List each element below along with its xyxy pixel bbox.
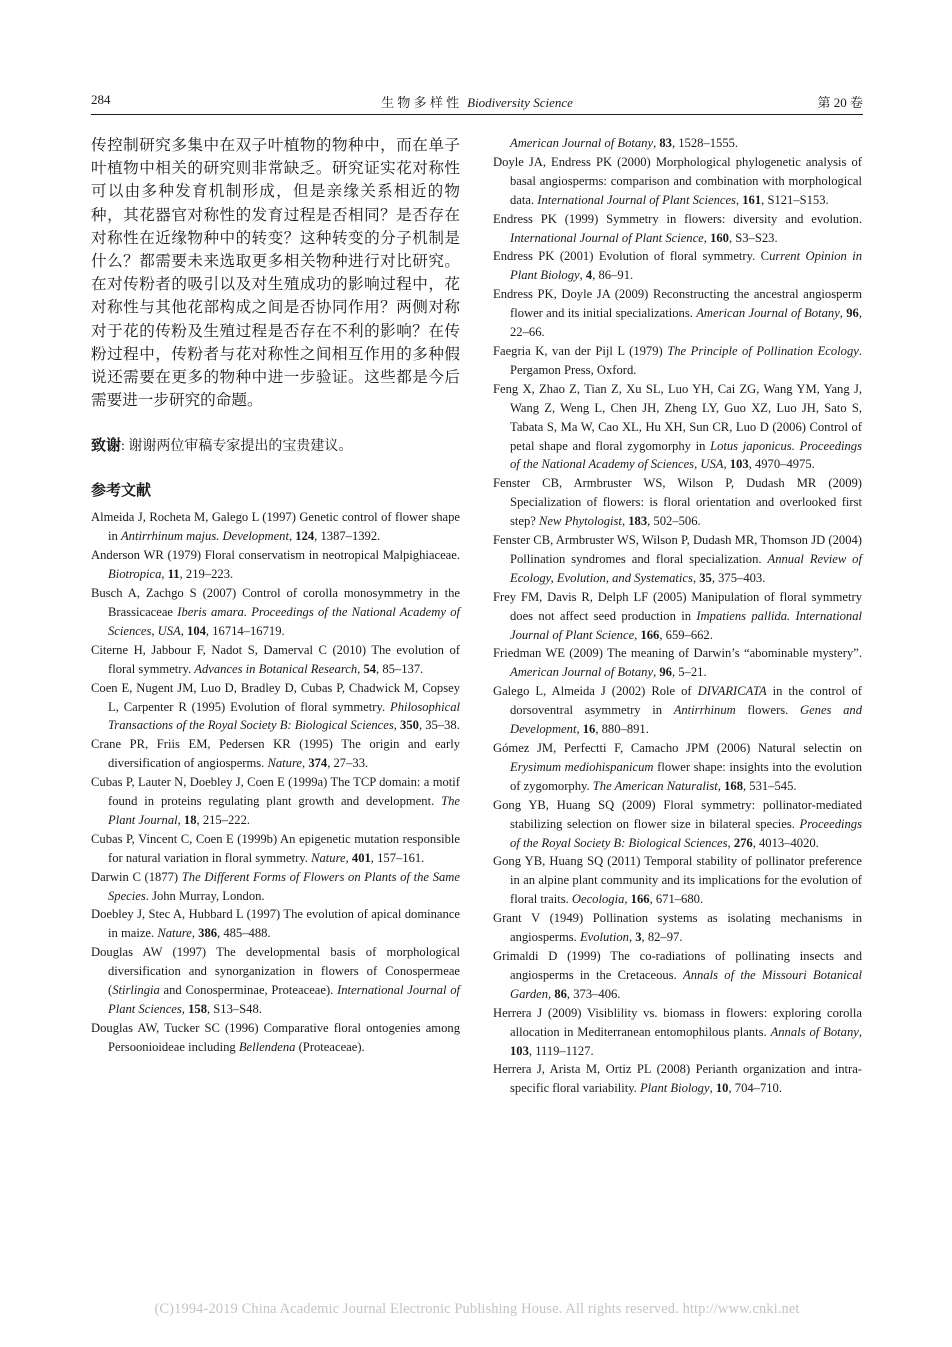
reference-italic: Nature (267, 756, 303, 771)
reference-volume: 10 (715, 1081, 729, 1096)
reference-list-right (493, 153, 862, 1098)
reference-italic: International Journal of Plant Sciences (108, 983, 461, 1016)
reference-italic: International Journal of Plant Science (510, 230, 704, 245)
body-paragraph: 传控制研究多集中在双子叶植物的物种中，而在单子叶植物中相关的研究则非常缺乏。研究证实花对称性可以由多种发育机制形成，但是亲缘关系相近的物种，其花器官对称性的发育过程是否相同？是否存在对称性在近缘物种中的转变？这种转变的分子机制是什么？都需要未来选取更多相关物种进行对比研究。在对传粉者的吸引以及对生殖成功的影响过程中，花对称性与其他花部构成之间是否协同作用？两侧对称对于花的传粉及生殖过程是否存在不利的影响？在传粉过程中，传粉者与花对称性之间相互作用的多种假说还需要在更多的物种中进一步验证。这些都是今后需要进一步研究的命题。 (91, 137, 460, 410)
reference-volume: 83 (659, 136, 672, 150)
reference-italic: Oecologia (571, 892, 625, 907)
references-heading: 参考文献 (91, 483, 152, 500)
reference-volume: 374 (308, 756, 328, 771)
reference-italic: The American Naturalist (592, 778, 718, 793)
acknowledgment-label: 致谢 (91, 438, 122, 455)
reference-volume: 96 (846, 306, 859, 321)
reference-entry: Doyle JA, Endress PK (2000) Morphological phylogenetic analysis of basal angiosperms: comparison and combination with morphological data. International Journal of Plant Sciences, 161, S121–S153. (493, 154, 862, 207)
reference-italic: Plant Biology (639, 1081, 710, 1096)
reference-italic: Biotropica (108, 567, 162, 582)
reference-italic: Iberis amara. Proceedings of the National Academy of Sciences, USA (108, 604, 460, 638)
reference-italic: Nature (311, 850, 346, 865)
reference-volume: 104 (187, 623, 206, 638)
reference-italic: DIVARICATA (697, 684, 767, 699)
reference-italic: Erysimum mediohispanicum (510, 759, 654, 774)
reference-italic: Stirlingia (112, 983, 160, 998)
reference-volume: 183 (628, 514, 648, 529)
reference-entry: Coen E, Nugent JM, Luo D, Bradley D, Cubas P, Chadwick M, Copsey L, Carpenter R (1995) Evolution of floral symmetry. Philosophical Transactions of the Royal Society B: Biological Sciences, 350, 35–38. (91, 680, 460, 733)
reference-entry: Endress PK, Doyle JA (2009) Reconstructing the ancestral angiosperm flower and its initial specializations. American Journal of Botany, 96, 22–66. (493, 287, 862, 340)
reference-italic: Antirrhinum majus. Development (120, 529, 289, 544)
reference-italic: American Journal of Botany (510, 665, 654, 680)
reference-entry: Gong YB, Huang SQ (2009) Floral symmetry: pollinator-mediated stabilizing selection on flower size in bilateral species. Proceedings of the Royal Society B: Biological Sciences, 276, 4013–4020. (493, 797, 862, 850)
reference-italic: The Principle of Pollination Ecology (667, 343, 859, 358)
reference-italic: American Journal of Botany (696, 306, 840, 321)
reference-volume: 161 (742, 192, 762, 207)
reference-entry: Citerne H, Jabbour F, Nadot S, Damerval C (2010) The evolution of floral symmetry. Advances in Botanical Research, 54, 85–137. (91, 642, 460, 676)
reference-volume: 124 (295, 529, 315, 544)
reference-journal: American Journal of Botany (510, 136, 654, 150)
reference-entry: Faegria K, van der Pijl L (1979) The Principle of Pollination Ecology. Pergamon Press, Oxford. (493, 343, 862, 377)
reference-italic: Annual Review of Ecology, Evolution, and Systematics (510, 551, 862, 585)
reference-italic: Impatiens pallida. International Journal of Plant Science (510, 608, 862, 642)
reference-entry: Galego L, Almeida J (2002) Role of DIVARICATA in the control of dorsoventral asymmetry in Antirrhinum flowers. Genes and Development, 16, 880–891. (493, 684, 863, 737)
running-header (91, 86, 863, 115)
reference-entry: Endress PK (2001) Evolution of floral symmetry. Current Opinion in Plant Biology, 4, 86–91. (493, 249, 863, 283)
right-column (493, 134, 862, 1098)
reference-volume: 276 (733, 835, 753, 850)
reference-entry: Anderson WR (1979) Floral conservatism in neotropical Malpighiaceae. Biotropica, 11, 219–223. (91, 548, 460, 582)
reference-italic: Genes and Development (510, 703, 863, 737)
reference-volume: 386 (198, 926, 218, 941)
acknowledgment-text: : 谢谢两位审稿专家提出的宝贵建议。 (121, 439, 353, 455)
reference-volume: 4 (585, 268, 593, 283)
reference-continuation: American Journal of Botany, 83, 1528–1555. (510, 136, 739, 150)
reference-volume: 16 (582, 722, 596, 737)
reference-volume: 350 (400, 718, 419, 733)
reference-entry: Herrera J, Arista M, Ortiz PL (2008) Perianth organization and intra-specific floral variability. Plant Biology, 10, 704–710. (493, 1062, 862, 1096)
reference-volume: 96 (659, 665, 672, 680)
reference-volume: 86 (554, 986, 567, 1001)
reference-entry: Busch A, Zachgo S (2007) Control of corolla monosymmetry in the Brassicaceae Iberis amara. Proceedings of the National Academy of Sciences, USA, 104, 16714–16719. (91, 586, 460, 638)
reference-entry: Cubas P, Lauter N, Doebley J, Coen E (1999a) The TCP domain: a motif found in proteins regulating plant growth and development. The Plant Journal, 18, 215–222. (91, 775, 460, 827)
reference-entry: Grant V (1949) Pollination systems as isolating mechanisms in angiosperms. Evolution, 3, 82–97. (493, 911, 862, 945)
reference-volume: 166 (630, 892, 650, 907)
page-number: 284 (91, 92, 111, 107)
reference-entry: Fenster CB, Armbruster WS, Wilson P, Dudash MR (2009) Specialization of flowers: is floral orientation and overlooked first step? New Phytologist, 183, 502–506. (493, 476, 862, 529)
reference-entry: Feng X, Zhao Z, Tian Z, Xu SL, Luo YH, Cai ZG, Wang YM, Yang J, Wang Z, Weng L, Chen JH, Zheng LY, Guo XZ, Luo JH, Sato S, Tabata S, Ma W, Cao XL, Hu XH, Sun CR, Luo D (2006) Control of petal shape and floral zygomorphy in Lotus japonicus. Proceedings of the National Academy of Sciences, USA, 103, 4970–4975. (493, 381, 862, 472)
reference-entry: Doebley J, Stec A, Hubbard L (1997) The evolution of apical dominance in maize. Nature, 386, 485–488. (91, 907, 460, 941)
reference-italic: Philosophical Transactions of the Royal Society B: Biological Sciences (108, 699, 460, 733)
reference-italic: Annals of the Missouri Botanical Garden (510, 967, 863, 1001)
reference-volume: 166 (640, 627, 660, 642)
reference-entry: Crane PR, Friis EM, Pedersen KR (1995) The origin and early diversification of angiosperms. Nature, 374, 27–33. (91, 737, 460, 771)
reference-italic: Nature (157, 926, 192, 941)
reference-italic: Evolution (579, 930, 629, 945)
reference-volume: 18 (183, 812, 197, 827)
reference-entry: Cubas P, Vincent C, Coen E (1999b) An epigenetic mutation responsible for natural variation in floral symmetry. Nature, 401, 157–161. (91, 831, 460, 865)
reference-italic: Bellendena (238, 1039, 296, 1054)
reference-volume: 168 (724, 778, 743, 793)
reference-entry: Douglas AW (1997) The developmental basis of morphological diversification and synorganization in flowers of Conospermeae (Stirlingia and Conosperminae, Proteaceae). International Journal of Plant Sciences, 158, S13–S48. (91, 945, 461, 1016)
copyright-footer: (C)1994-2019 China Academic Journal Electronic Publishing House. All rights reserved. http://www.cnki.net (154, 1301, 800, 1317)
reference-italic: The Plant Journal (108, 794, 460, 827)
reference-entry: Frey FM, Davis R, Delph LF (2005) Manipulation of floral symmetry does not affect seed production in Impatiens pallida. International Journal of Plant Science, 166, 659–662. (493, 589, 862, 642)
reference-italic: Annals of Botany (770, 1024, 859, 1039)
reference-italic: urrent Opinion in Plant Biology (510, 249, 863, 283)
reference-volume: 54 (363, 661, 377, 676)
reference-volume: 11 (167, 567, 180, 582)
reference-italic: Lotus japonicus. Proceedings of the National Academy of Sciences, USA (510, 438, 862, 472)
reference-entry: Endress PK (1999) Symmetry in flowers: diversity and evolution. International Journal of Plant Science, 160, S3–S23. (493, 211, 862, 245)
reference-volume: 160 (710, 230, 729, 245)
reference-volume: 103 (729, 457, 749, 472)
reference-entry: Gong YB, Huang SQ (2011) Temporal stability of pollinator preference in an alpine plant community and its implications for the evolution of floral traits. Oecologia, 166, 671–680. (493, 854, 862, 907)
reference-entry: Fenster CB, Armbruster WS, Wilson P, Dudash MR, Thomson JD (2004) Pollination syndromes and floral specialization. Annual Review of Ecology, Evolution, and Systematics, 35, 375–403. (493, 533, 862, 585)
reference-italic: Advances in Botanical Research (194, 661, 358, 676)
reference-italic: Antirrhinum (673, 703, 736, 718)
reference-volume: 158 (188, 1002, 207, 1016)
reference-italic: International Journal of Plant Sciences (537, 192, 736, 207)
reference-entry: Herrera J (2009) Visiblility vs. biomass in flowers: exploring corolla allocation in Mediterranean entomophilous plants. Annals of Botany, 103, 1119–1127. (493, 1005, 863, 1058)
journal-title-en: Biodiversity Science (467, 95, 573, 110)
reference-entry: Gómez JM, Perfectti F, Camacho JPM (2006) Natural selectin on Erysimum mediohispanicum flower shape: insights into the evolution of zygomorphy. The American Naturalist, 168, 531–545. (493, 741, 862, 793)
journal-title (91, 92, 863, 111)
reference-entry: Almeida J, Rocheta M, Galego L (1997) Genetic control of flower shape in Antirrhinum majus. Development, 124, 1387–1392. (91, 510, 460, 544)
volume-label: 第 20 卷 (817, 95, 863, 110)
reference-entry: Friedman WE (2009) The meaning of Darwin’s “abominable mystery”. American Journal of Botany, 96, 5–21. (493, 646, 862, 680)
journal-title-cn: 生 物 多 样 性 (381, 95, 460, 110)
reference-volume: 103 (510, 1043, 529, 1058)
reference-italic: New Phytologist (539, 514, 622, 529)
reference-italic: Proceedings of the Royal Society B: Biological Sciences (510, 816, 862, 850)
reference-list-left (91, 508, 460, 1056)
left-column (91, 134, 460, 1057)
reference-entry: Darwin C (1877) The Different Forms of Flowers on Plants of the Same Species. John Murray, London. (91, 869, 460, 903)
reference-volume: 3 (635, 930, 642, 945)
reference-volume: 401 (351, 850, 371, 865)
reference-volume: 35 (699, 570, 712, 585)
reference-entry: Douglas AW, Tucker SC (1996) Comparative floral ontogenies among Persoonioideae including Bellendena (Proteaceae). (91, 1020, 460, 1054)
reference-italic: The Different Forms of Flowers on Plants of the Same Species (108, 869, 460, 903)
reference-entry: Grimaldi D (1999) The co-radiations of pollinating insects and angiosperms in the Cretaceous. Annals of the Missouri Botanical Garden, 86, 373–406. (493, 948, 863, 1001)
acknowledgment (91, 436, 460, 457)
